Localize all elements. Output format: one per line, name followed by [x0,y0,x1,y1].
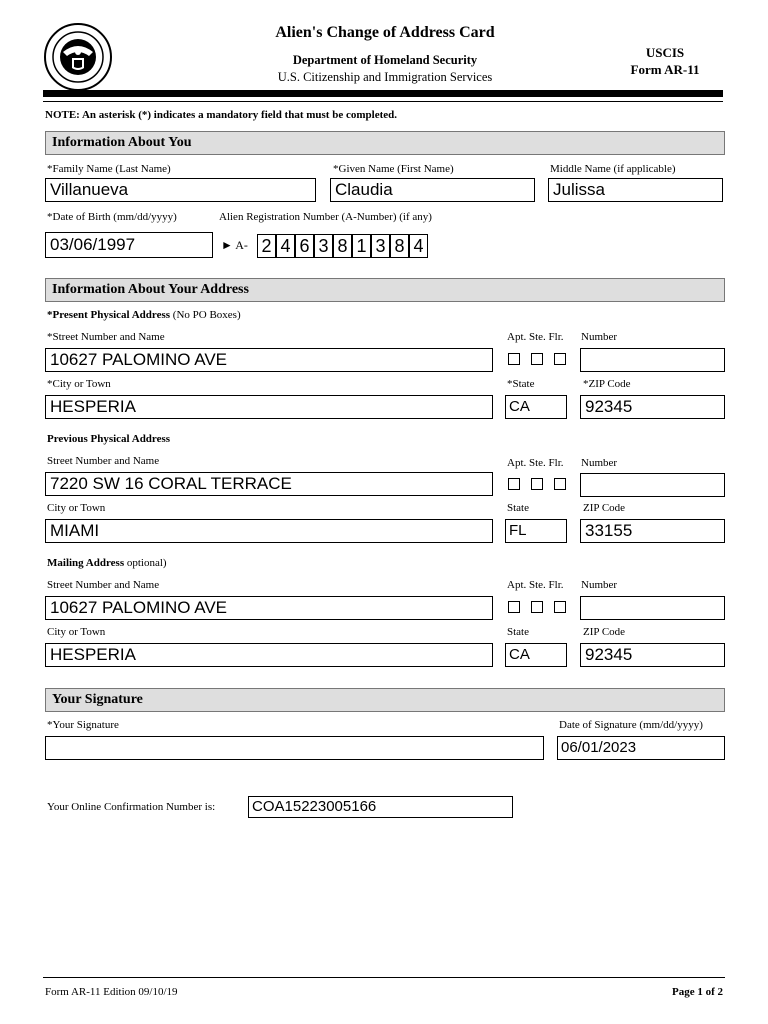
form-id: Form AR-11 [630,62,700,77]
present-number-field[interactable] [580,348,725,372]
signature-date-label: Date of Signature (mm/dd/yyyy) [559,719,703,731]
previous-zip-field[interactable]: 33155 [580,519,725,543]
dob-label: *Date of Birth (mm/dd/yyyy) [47,211,177,223]
header-thin-rule [43,101,723,102]
mailing-street-label: Street Number and Name [47,579,160,591]
mailing-number-field[interactable] [580,596,725,620]
previous-city-label: City or Town [47,502,106,514]
present-state-label: *State [507,378,535,390]
form-title: Alien's Change of Address Card [275,24,495,41]
signature-label: *Your Signature [47,719,119,731]
present-number-label: Number [581,331,618,343]
confirmation-number-field[interactable]: COA15223005166 [248,796,513,818]
previous-street-field[interactable]: 7220 SW 16 CORAL TERRACE [45,472,493,496]
a-number-digit[interactable]: 3 [314,234,333,258]
previous-ste-checkbox[interactable] [531,478,543,490]
present-street-field[interactable]: 10627 PALOMINO AVE [45,348,493,372]
footer-edition: Form AR-11 Edition 09/10/19 [45,986,178,998]
previous-flr-checkbox[interactable] [554,478,566,490]
given-name-field[interactable]: Claudia [330,178,535,202]
previous-apt-checkbox[interactable] [508,478,520,490]
dob-field[interactable]: 03/06/1997 [45,232,213,258]
present-flr-checkbox[interactable] [554,353,566,365]
mailing-city-field[interactable]: HESPERIA [45,643,493,667]
middle-name-label: Middle Name (if applicable) [550,163,676,175]
mailing-zip-field[interactable]: 92345 [580,643,725,667]
signature-field[interactable] [45,736,544,760]
a-number-label: Alien Registration Number (A-Number) (if any) [219,211,432,223]
previous-apt-label: Apt. Ste. Flr. [507,457,564,469]
previous-state-field[interactable]: FL [505,519,567,543]
present-zip-label: *ZIP Code [583,378,631,390]
present-apt-label: Apt. Ste. Flr. [507,331,564,343]
mailing-flr-checkbox[interactable] [554,601,566,613]
section-about-you: Information About You [45,131,725,155]
mailing-apt-checkbox[interactable] [508,601,520,613]
mailing-state-field[interactable]: CA [505,643,567,667]
department-name: Department of Homeland Security [292,53,478,67]
mailing-apt-label: Apt. Ste. Flr. [507,579,564,591]
mailing-address-heading: Mailing Address optional) [47,557,167,569]
present-ste-checkbox[interactable] [531,353,543,365]
section-signature: Your Signature [45,688,725,712]
present-apt-checkbox[interactable] [508,353,520,365]
present-city-field[interactable]: HESPERIA [45,395,493,419]
a-number-digit[interactable]: 6 [295,234,314,258]
a-number-digit[interactable]: 4 [409,234,428,258]
mailing-number-label: Number [581,579,618,591]
mandatory-note: NOTE: An asterisk (*) indicates a mandatory field that must be completed. [45,109,397,121]
mailing-state-label: State [507,626,529,638]
previous-street-label: Street Number and Name [47,455,160,467]
uscis-label: USCIS [645,45,685,60]
header-rule [43,90,723,97]
previous-zip-label: ZIP Code [583,502,626,514]
previous-address-heading: Previous Physical Address [47,433,171,445]
mailing-ste-checkbox[interactable] [531,601,543,613]
previous-number-label: Number [581,457,618,469]
previous-state-label: State [507,502,529,514]
previous-city-field[interactable]: MIAMI [45,519,493,543]
present-street-label: *Street Number and Name [47,331,165,343]
confirmation-label: Your Online Confirmation Number is: [47,801,216,813]
signature-date-field[interactable]: 06/01/2023 [557,736,725,760]
footer-rule [43,977,725,978]
mailing-city-label: City or Town [47,626,106,638]
footer-page-number: Page 1 of 2 [671,986,723,998]
a-number-prefix: ► A- [221,238,248,252]
section-address: Information About Your Address [45,278,725,302]
a-number-digit[interactable]: 1 [352,234,371,258]
a-number-digit[interactable]: 8 [390,234,409,258]
agency-name: U.S. Citizenship and Immigration Services [277,70,493,84]
previous-number-field[interactable] [580,473,725,497]
present-city-label: *City or Town [47,378,111,390]
a-number-digit[interactable]: 2 [257,234,276,258]
family-name-field[interactable]: Villanueva [45,178,316,202]
a-number-digit[interactable]: 4 [276,234,295,258]
present-zip-field[interactable]: 92345 [580,395,725,419]
family-name-label: *Family Name (Last Name) [47,163,171,175]
present-address-heading: *Present Physical Address (No PO Boxes) [47,309,241,321]
present-state-field[interactable]: CA [505,395,567,419]
a-number-digit[interactable]: 3 [371,234,390,258]
mailing-street-field[interactable]: 10627 PALOMINO AVE [45,596,493,620]
middle-name-field[interactable]: Julissa [548,178,723,202]
a-number-digit[interactable]: 8 [333,234,352,258]
dhs-seal-logo [43,22,113,92]
given-name-label: *Given Name (First Name) [333,163,454,175]
mailing-zip-label: ZIP Code [583,626,626,638]
